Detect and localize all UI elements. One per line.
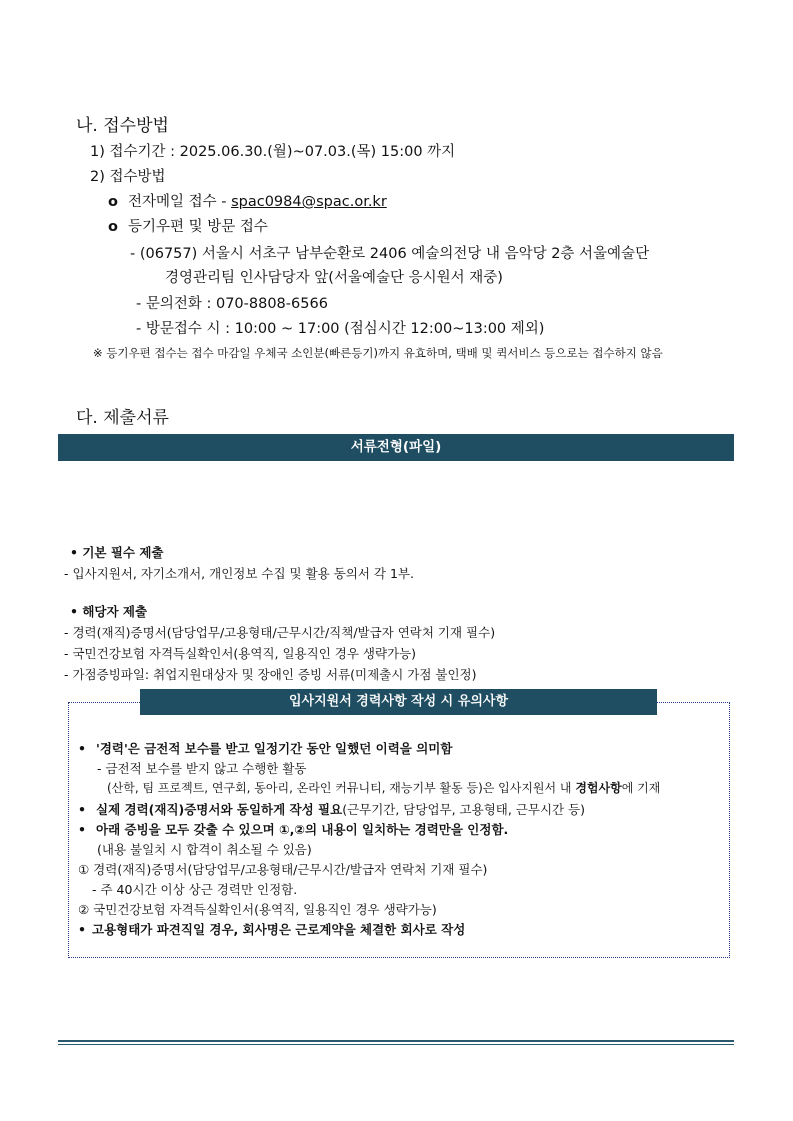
phone-line: - 문의전화 : 070-8808-6566 xyxy=(136,296,328,312)
address-line-2: 경영관리팀 인사담당자 앞(서울예술단 응시원서 재중) xyxy=(165,270,503,286)
mail-visit-item xyxy=(108,215,268,236)
notice-line-proof xyxy=(78,820,508,838)
notice-line-cert-2: ② 국민건강보험 자격득실확인서(용역직, 일용직인 경우 생략가능) xyxy=(78,902,437,917)
notice-line-experience xyxy=(107,779,660,796)
document-screening-banner: 서류전형(파일) xyxy=(58,434,734,461)
notice-text-bold: 실제 경력(재직)증명서와 동일하게 작성 필요 xyxy=(96,802,343,817)
notice-text: 에 기재 xyxy=(621,781,661,795)
visit-hours-line: - 방문접수 시 : 10:00 ~ 17:00 (점심시간 12:00~13:00 제외) xyxy=(136,321,545,337)
notice-text: 아래 증빙을 모두 갖출 수 있으며 ①,②의 내용이 일치하는 경력만을 인정함. xyxy=(96,822,509,837)
bullet-icon: o xyxy=(108,194,118,210)
bullet-icon: • xyxy=(78,741,86,756)
bullet-icon: • xyxy=(78,802,86,817)
application-method-title: 2) 접수방법 xyxy=(90,169,166,185)
section-heading-application: 나. 접수방법 xyxy=(76,116,169,136)
mail-visit-label: 등기우편 및 방문 접수 xyxy=(127,219,268,235)
basic-required-title: • 기본 필수 제출 xyxy=(70,545,164,560)
notice-header: 입사지원서 경력사항 작성 시 유의사항 xyxy=(140,689,657,715)
notice-line-fulltime: - 주 40시간 이상 상근 경력만 인정함. xyxy=(92,882,298,897)
notice-text: (산학, 팀 프로젝트, 연구회, 동아리, 온라인 커뮤니티, 재능기부 활동 등)은 입사지원서 내 xyxy=(107,781,576,795)
notice-text-bold: 경험사항 xyxy=(575,781,622,795)
notice-line-career-definition xyxy=(78,739,452,757)
email-label: 전자메일 접수 - xyxy=(127,194,232,210)
notice-text: (근무기간, 담당업무, 고용형태, 근무시간 등) xyxy=(342,802,586,817)
note-line: ※ 등기우편 접수는 접수 마감일 우체국 소인분(빠른등기)까지 유효하며, 택배 및 퀵서비스 등으로는 접수하지 않음 xyxy=(93,346,663,360)
notice-line-match-certificate xyxy=(78,800,585,818)
notice-line-cancel: (내용 불일치 시 합격이 취소될 수 있음) xyxy=(97,842,312,857)
footer-divider xyxy=(58,1040,734,1042)
notice-line-cert-1: ① 경력(재직)증명서(담당업무/고용형태/근무시간/발급자 연락처 기재 필수) xyxy=(78,862,488,877)
bullet-icon: o xyxy=(108,219,118,235)
applicable-item: - 가점증빙파일: 취업지원대상자 및 장애인 증빙 서류(미제출시 가점 불인정) xyxy=(64,667,477,682)
address-line-1: - (06757) 서울시 서초구 남부순환로 2406 예술의전당 내 음악당 2층 서울예술단 xyxy=(130,246,650,262)
footer-divider xyxy=(58,1044,734,1045)
notice-line-dispatch xyxy=(78,920,465,938)
email-item xyxy=(108,190,387,211)
section-heading-documents: 다. 제출서류 xyxy=(76,408,169,428)
email-link[interactable]: spac0984@spac.or.kr xyxy=(231,194,387,210)
applicable-title: • 해당자 제출 xyxy=(70,604,148,619)
notice-line-unpaid: - 금전적 보수를 받지 않고 수행한 활동 xyxy=(97,761,307,776)
applicable-item: - 경력(재직)증명서(담당업무/고용형태/근무시간/직책/발급자 연락처 기재 필수) xyxy=(64,625,496,640)
bullet-icon: • xyxy=(78,922,86,937)
notice-text: 고용형태가 파견직일 경우, 회사명은 근로계약을 체결한 회사로 작성 xyxy=(92,922,466,937)
applicable-item: - 국민건강보험 자격득실확인서(용역직, 일용직인 경우 생략가능) xyxy=(64,646,417,661)
notice-text: '경력'은 금전적 보수를 받고 일정기간 동안 일했던 이력을 의미함 xyxy=(96,741,453,756)
application-period: 1) 접수기간 : 2025.06.30.(월)~07.03.(목) 15:00 까지 xyxy=(90,144,456,160)
bullet-icon: • xyxy=(78,822,86,837)
basic-required-item: - 입사지원서, 자기소개서, 개인정보 수집 및 활용 동의서 각 1부. xyxy=(64,566,414,581)
